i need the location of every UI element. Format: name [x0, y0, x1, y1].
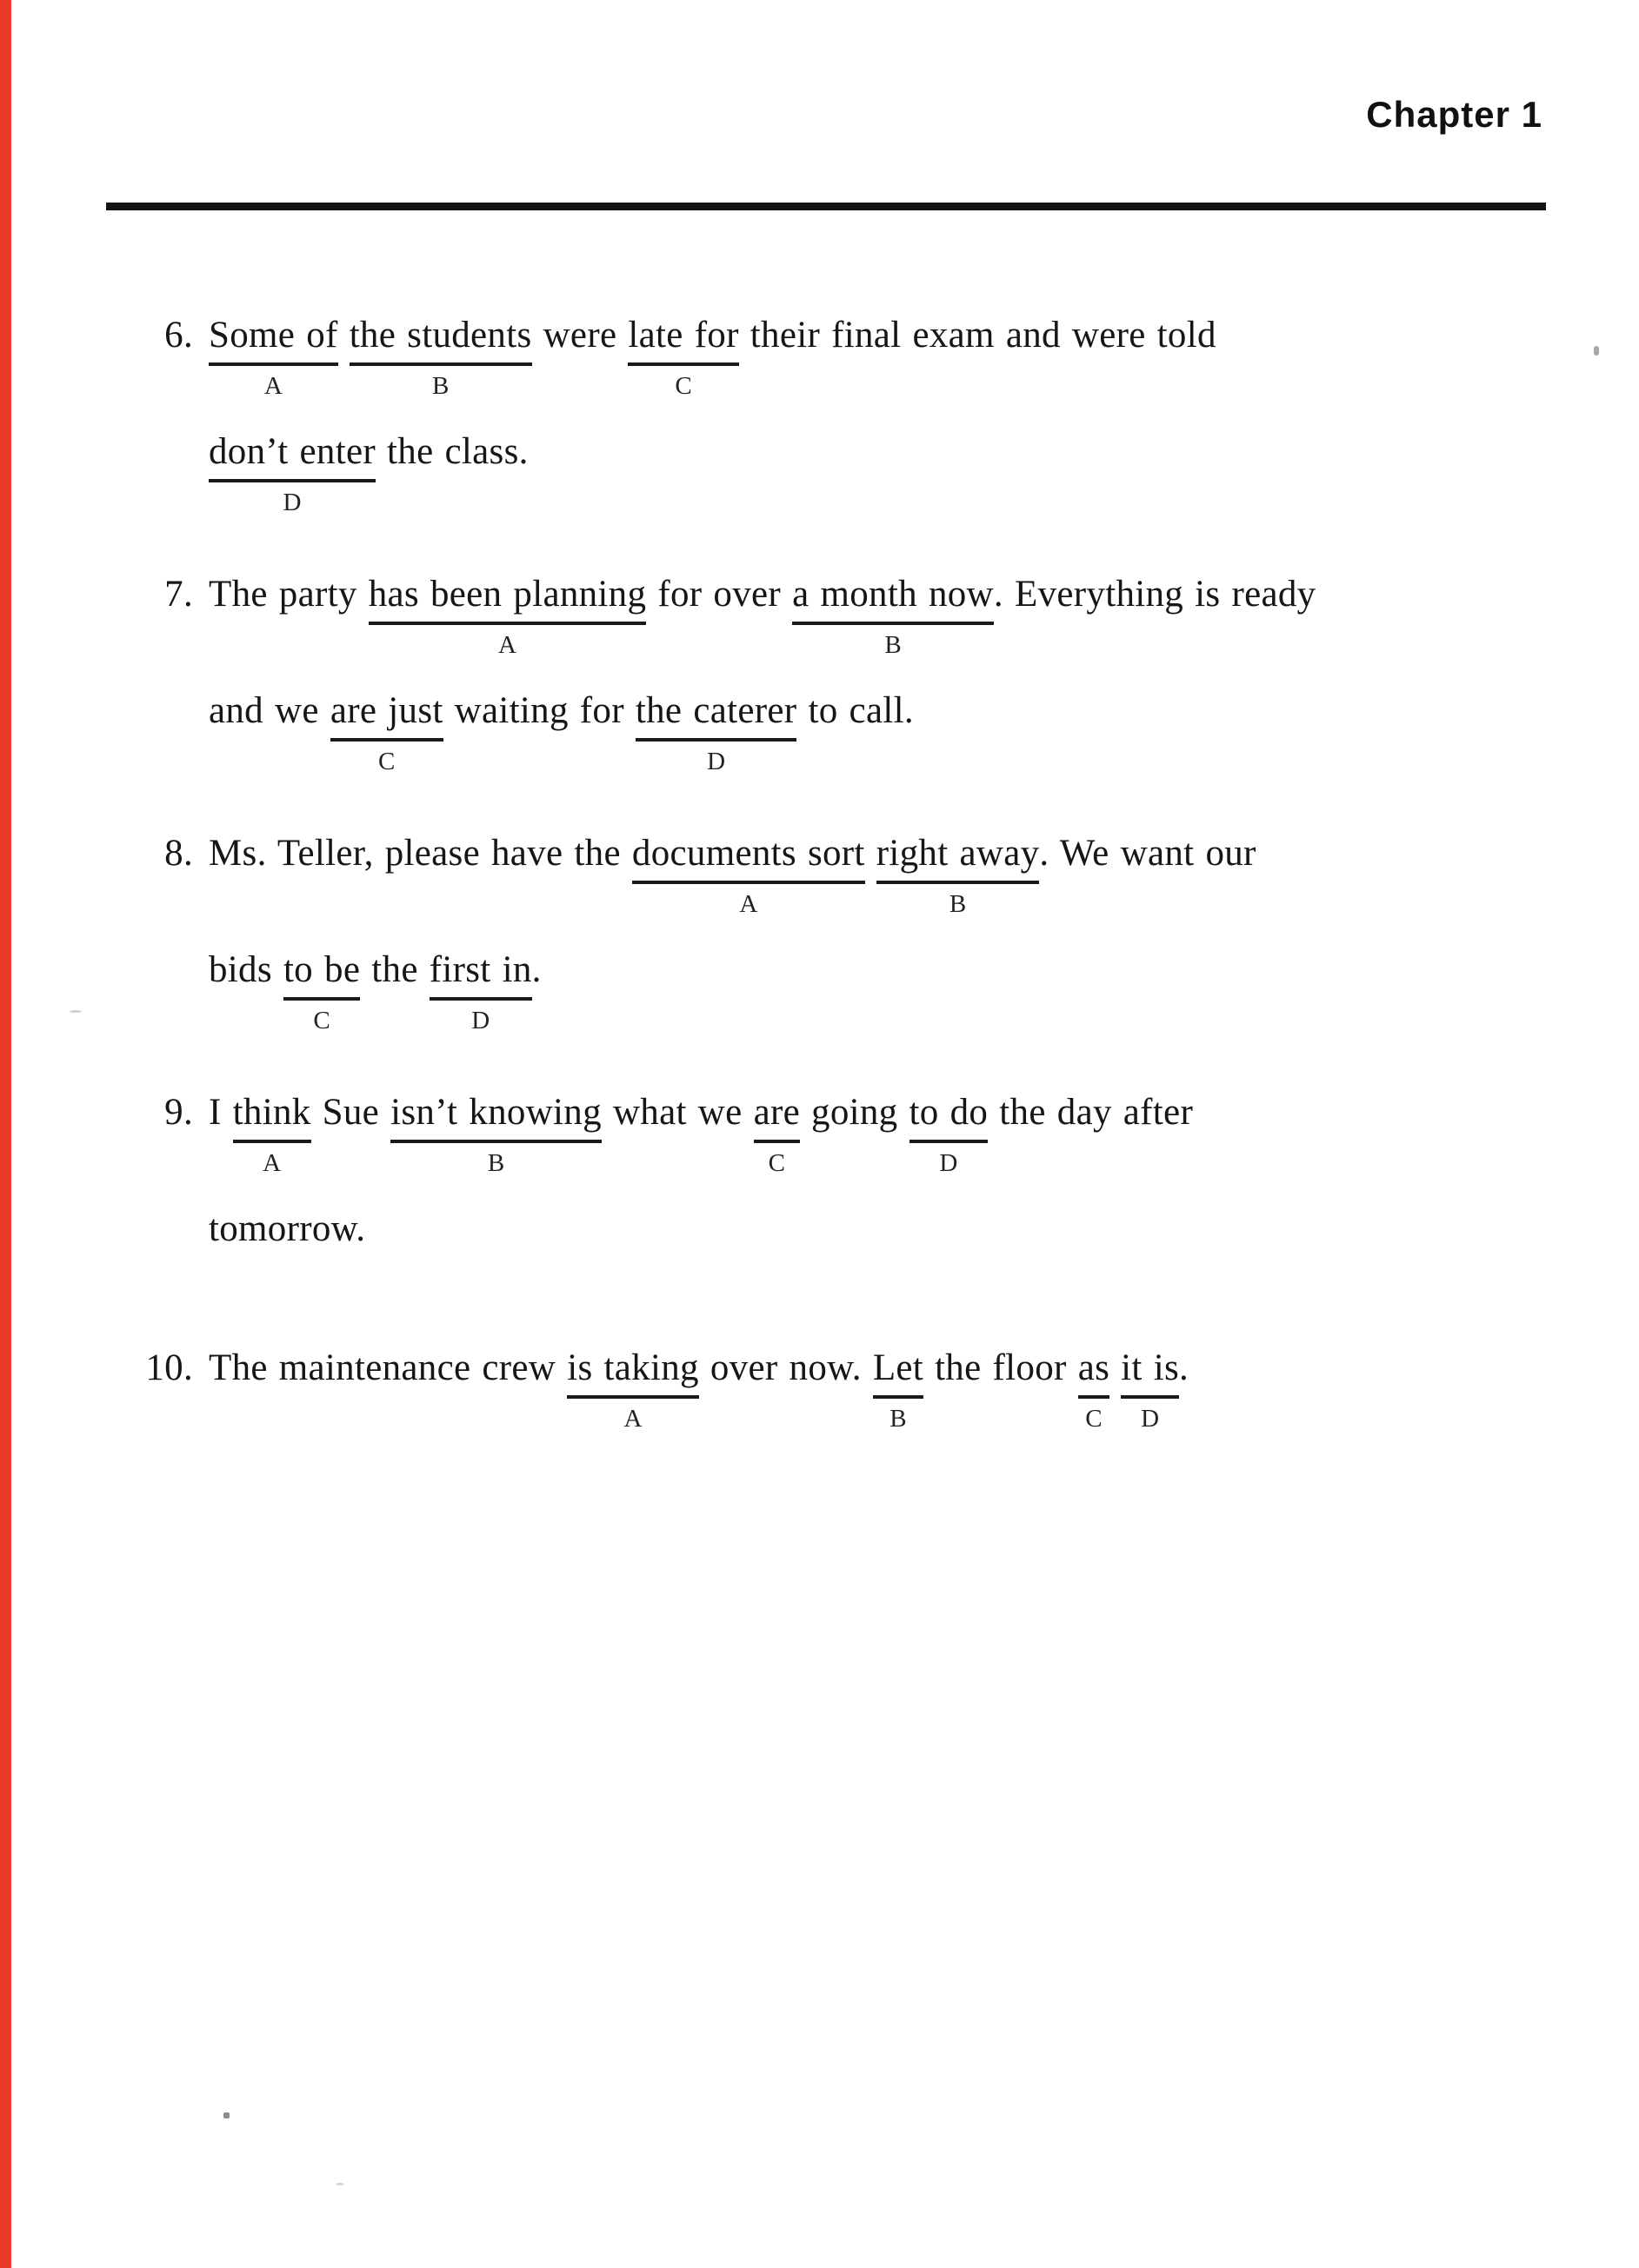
segment-text: think [232, 1092, 311, 1133]
underlined-segment [876, 827, 1040, 918]
plain-text: the [360, 949, 430, 990]
scan-speck [336, 2183, 344, 2185]
underlined-segment [209, 425, 376, 516]
question-8 [132, 827, 1561, 1034]
underlined-segment [368, 568, 647, 659]
choice-label: D [939, 1149, 958, 1177]
plain-text: The party [209, 574, 369, 615]
underlined-segment [209, 309, 338, 400]
question-number: 7. [164, 574, 193, 615]
plain-text: tomorrow. [209, 1208, 366, 1249]
scan-speck [70, 1010, 82, 1013]
question-list [132, 309, 1561, 1433]
plain-text: Sue [310, 1092, 391, 1133]
plain-text: for over [646, 574, 793, 615]
underlined-segment [628, 309, 739, 400]
question-line [132, 684, 1561, 775]
header-rule [106, 203, 1546, 210]
choice-label: A [263, 372, 283, 400]
underlined-segment [1077, 1341, 1110, 1433]
underlined-segment [390, 1086, 602, 1177]
question-line [132, 1202, 1561, 1256]
segment-text: the students [349, 315, 532, 356]
question-9 [132, 1086, 1561, 1256]
question-number: 9. [164, 1092, 193, 1133]
question-number: 8. [164, 833, 193, 874]
choice-label: A [498, 631, 516, 659]
question-line [132, 1341, 1561, 1433]
segment-text: to be [283, 949, 361, 990]
segment-text: late for [628, 315, 739, 356]
choice-label: D [1141, 1405, 1160, 1433]
plain-text: were [531, 315, 629, 356]
underlined-segment [349, 309, 532, 400]
segment-text: to do [909, 1092, 989, 1133]
plain-text: over now. [698, 1347, 873, 1388]
plain-text: I [209, 1092, 233, 1133]
underlined-segment [792, 568, 994, 659]
underlined-segment [1121, 1341, 1179, 1433]
chapter-heading: Chapter 1 [1366, 94, 1542, 135]
choice-label: B [949, 890, 967, 918]
question-7 [132, 568, 1561, 775]
segment-text: documents sort [631, 833, 865, 874]
underlined-segment [872, 1341, 924, 1433]
choice-label: D [471, 1007, 490, 1034]
plain-text: . Everything is ready [993, 574, 1316, 615]
segment-text: Let [872, 1347, 924, 1388]
plain-text: the day after [988, 1092, 1194, 1133]
underlined-segment [909, 1086, 989, 1177]
plain-text: bids [209, 949, 283, 990]
plain-text: and we [209, 690, 330, 731]
segment-text: has been planning [368, 574, 647, 615]
question-number: 10. [145, 1347, 193, 1388]
segment-text: don’t enter [209, 431, 376, 472]
segment-text: the caterer [635, 690, 797, 731]
segment-text: Some of [209, 315, 338, 356]
questions-area [0, 211, 1639, 1484]
plain-text: . [531, 949, 542, 990]
choice-label: A [263, 1149, 282, 1177]
question-line [132, 827, 1561, 918]
choice-label: B [884, 631, 902, 659]
plain-text [865, 833, 876, 874]
choice-label: C [1085, 1405, 1103, 1433]
choice-label: B [889, 1405, 907, 1433]
question-number: 6. [164, 315, 193, 356]
underlined-segment [635, 684, 797, 775]
segment-text: isn’t knowing [390, 1092, 602, 1133]
segment-text: is taking [567, 1347, 699, 1388]
question-line [132, 568, 1561, 659]
question-line [132, 1086, 1561, 1177]
underlined-segment [429, 943, 532, 1034]
plain-text: Ms. Teller, please have the [209, 833, 632, 874]
choice-label: A [739, 890, 758, 918]
underlined-segment [330, 684, 443, 775]
plain-text: . [1179, 1347, 1189, 1388]
plain-text: the class. [375, 431, 529, 472]
choice-label: C [378, 748, 396, 775]
choice-label: C [768, 1149, 785, 1177]
choice-label: D [707, 748, 726, 775]
plain-text: to call. [796, 690, 914, 731]
underlined-segment [232, 1086, 311, 1177]
segment-text: a month now [792, 574, 994, 615]
plain-text: waiting for [443, 690, 636, 731]
plain-text [1109, 1347, 1121, 1388]
plain-text: what we [601, 1092, 754, 1133]
scan-speck [1594, 346, 1599, 356]
question-10 [132, 1341, 1561, 1433]
segment-text: it is [1121, 1347, 1179, 1388]
segment-text: as [1077, 1347, 1110, 1388]
choice-label: C [675, 372, 692, 400]
choice-label: B [487, 1149, 505, 1177]
plain-text [338, 315, 350, 356]
plain-text: . We want our [1039, 833, 1256, 874]
segment-text: are [753, 1092, 800, 1133]
underlined-segment [753, 1086, 800, 1177]
plain-text: the floor [923, 1347, 1078, 1388]
question-line [132, 943, 1561, 1034]
segment-text: first in [429, 949, 532, 990]
choice-label: D [283, 489, 302, 516]
underlined-segment [567, 1341, 699, 1433]
question-6 [132, 309, 1561, 516]
plain-text: their final exam and were told [738, 315, 1216, 356]
plain-text: The maintenance crew [209, 1347, 568, 1388]
underlined-segment [631, 827, 865, 918]
question-line [132, 309, 1561, 400]
question-line [132, 425, 1561, 516]
segment-text: are just [330, 690, 443, 731]
choice-label: A [623, 1405, 643, 1433]
plain-text: going [799, 1092, 909, 1133]
segment-text: right away [876, 833, 1040, 874]
scan-speck [223, 2112, 230, 2118]
choice-label: B [431, 372, 450, 400]
underlined-segment [283, 943, 361, 1034]
choice-label: C [313, 1007, 330, 1034]
